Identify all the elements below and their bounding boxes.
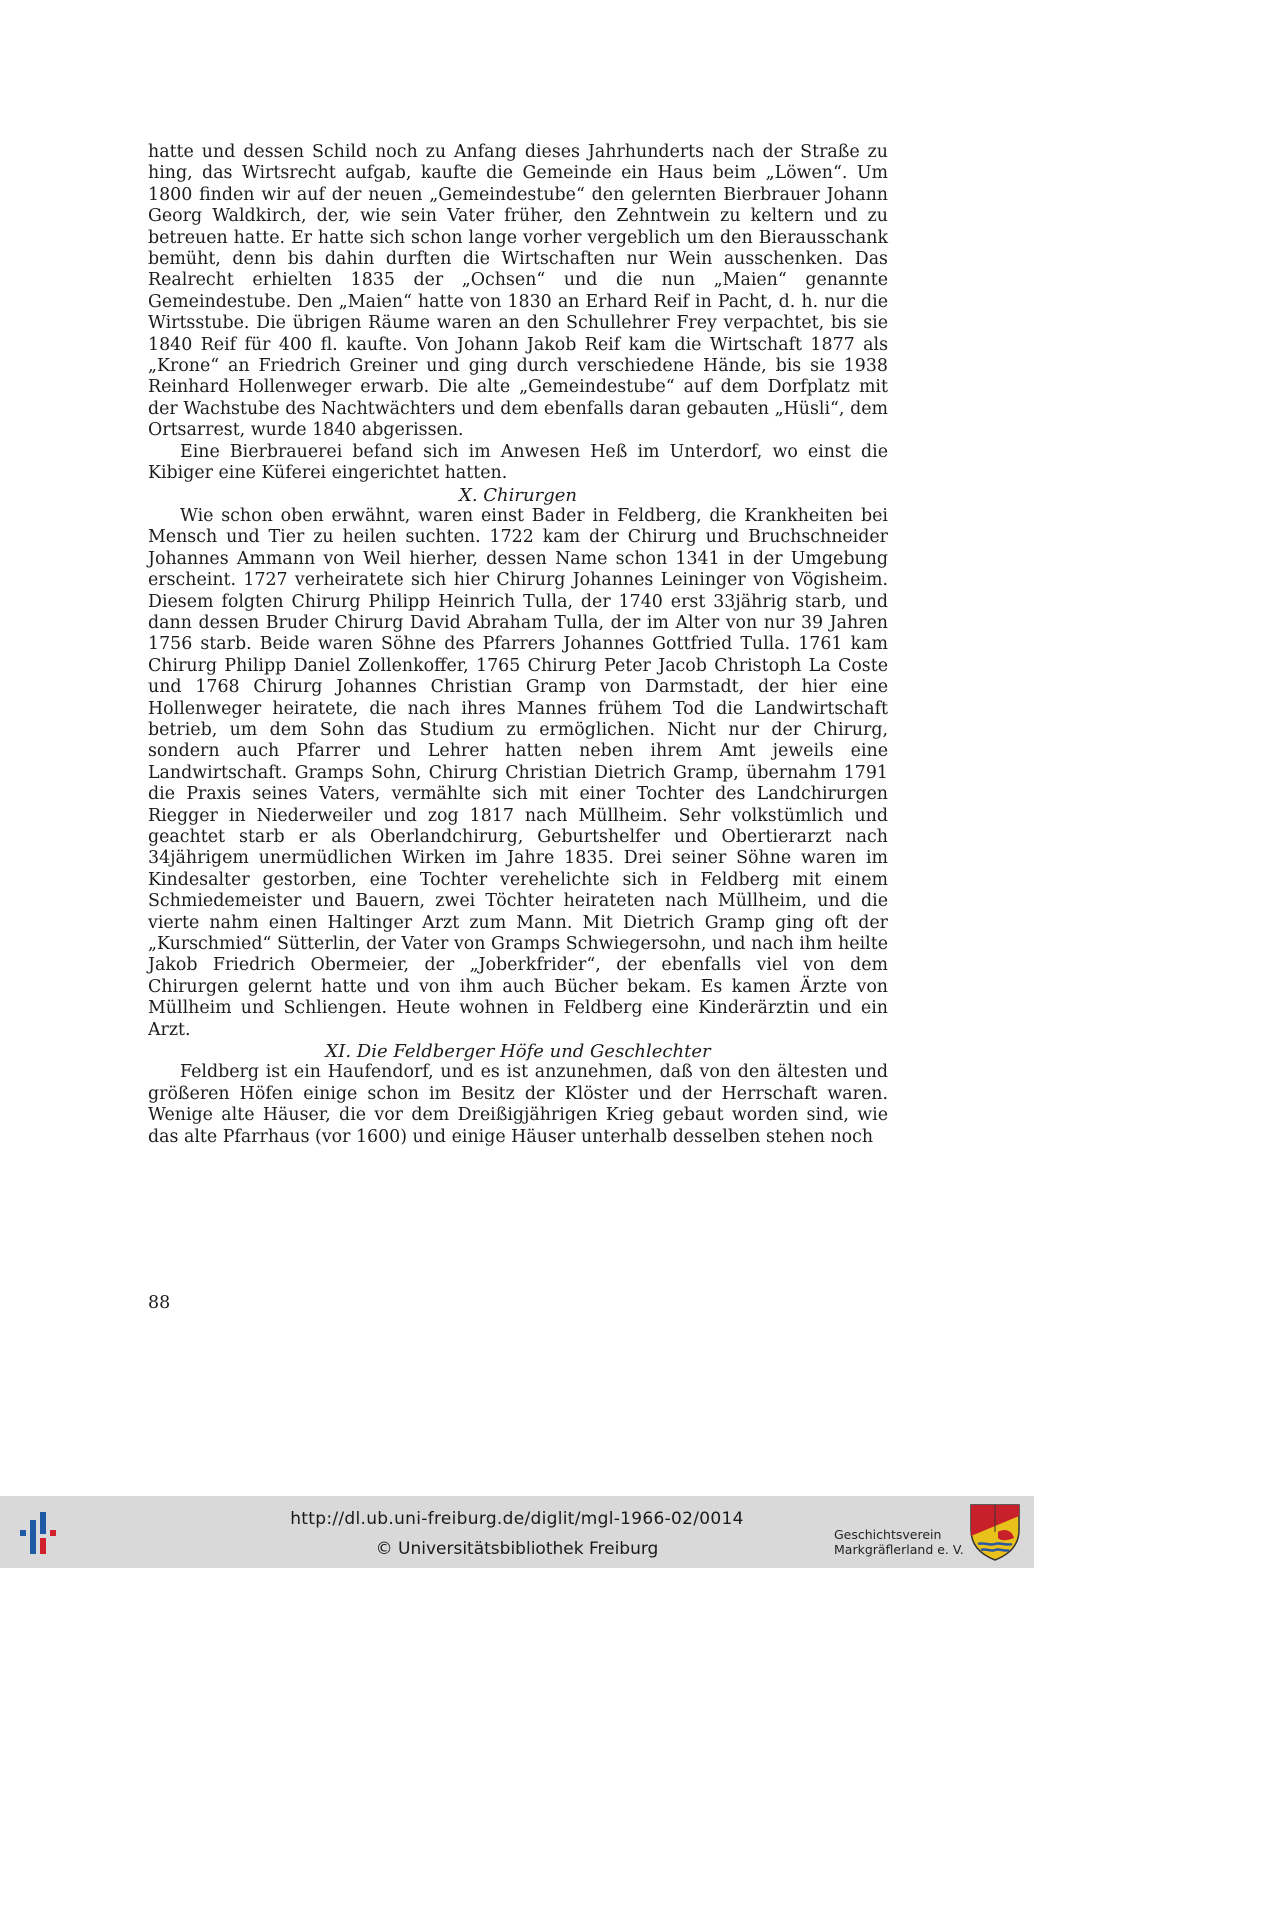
document-url-link[interactable]: http://dl.ub.uni-freiburg.de/diglit/mgl-1966-02/0014 bbox=[290, 1509, 744, 1529]
copyright-text: © Universitätsbibliothek Freiburg bbox=[375, 1539, 659, 1559]
coat-of-arms-icon bbox=[968, 1502, 1022, 1562]
society-line-1: Geschichtsverein bbox=[834, 1527, 942, 1542]
society-name bbox=[834, 1527, 964, 1557]
footer-bar bbox=[0, 1496, 1034, 1568]
section-heading-hoefe: XI. Die Feldberger Höfe und Geschlechter bbox=[325, 1041, 711, 1063]
chirurgen-paragraph: Wie schon oben erwähnt, waren einst Bader in Feldberg, die Krankheiten bei Mensch und Tier zu heilen suchten. 1722 kam der Chirurg und Bruchschneider Johannes Ammann von Weil hierher, dessen Name schon 1341 in der Umgebung erscheint. 1727 verheiratete sich hier Chirurg Johannes Leininger von Vögisheim. Diesem folgten Chirurg Philipp Heinrich Tulla, der 1740 erst 33jährig starb, und dann dessen Bruder Chirurg David Abraham Tulla, der im Alter von nur 39 Jahren 1756 starb. Beide waren Söhne des Pfarrers Johannes Gottfried Tulla. 1761 kam Chirurg Philipp Daniel Zollenkoffer, 1765 Chirurg Peter Jacob Christoph La Coste und 1768 Chirurg Johannes Christian Gramp von Darmstadt, der hier eine Hollenweger heiratete, die nach ihres Mannes frühem Tod die Landwirtschaft betrieb, um dem Sohn das Studium zu ermöglichen. Nicht nur der Chirurg, sondern auch Pfarrer und Lehrer hatten neben ihrem Amt jeweils eine Landwirtschaft. Gramps Sohn, Chirurg Christian Dietrich Gramp, übernahm 1791 die Praxis seines Vaters, vermählte sich mit einer Tochter des Landchirurgen Riegger in Niederweiler und zog 1817 nach Müllheim. Sehr volkstümlich und geachtet starb er als Oberlandchirurg, Geburtshelfer und Obertierarzt nach 34jährigem unermüdlichen Wirken im Jahre 1835. Drei seiner Söhne waren im Kindesalter gestorben, eine Tochter verehelichte sich in Feldberg mit einem Schmiedemeister und Bauern, zwei Töchter heirateten nach Müllheim, und die vierte nahm einen Haltinger Arzt zum Mann. Mit Dietrich Gramp ging oft der „Kurschmied“ Sütterlin, der Vater von Gramps Schwiegersohn, und nach ihm heilte Jakob Friedrich Obermeier, der „Joberkfrider“, der ebenfalls viel von dem Chirurgen gelernt hatte und von ihm auch Bücher bekam. Es kamen Ärzte von Müllheim und Schliengen. Heute wohnen in Feldberg eine Kinderärztin und ein Arzt. bbox=[148, 505, 888, 1040]
intro-paragraph: hatte und dessen Schild noch zu Anfang dieses Jahrhunderts nach der Straße zu hing, das Wirtsrecht aufgab, kaufte die Gemeinde ein Haus beim „Löwen“. Um 1800 finden wir auf der neuen „Gemeindestube“ den gelernten Bierbrauer Johann Georg Waldkirch, der, wie sein Vater früher, den Zehntwein zu keltern und zu betreuen hatte. Er hatte sich schon lange vorher vergeblich um den Bierausschank bemüht, denn bis dahin durften die Wirtschaften nur Wein ausschenken. Das Realrecht erhielten 1835 der „Ochsen“ und die nun „Maien“ genannte Gemeindestube. Den „Maien“ hatte von 1830 an Erhard Reif in Pacht, d. h. nur die Wirtsstube. Die übrigen Räume waren an den Schullehrer Frey verpachtet, bis sie 1840 Reif für 400 fl. kaufte. Von Johann Jakob Reif kam die Wirtschaft 1877 als „Krone“ an Friedrich Greiner und ging durch verschiedene Hände, bis sie 1938 Reinhard Hollenweger erwarb. Die alte „Gemeindestube“ auf dem Dorfplatz mit der Wachstube des Nachtwächters und dem ebenfalls daran gebauten „Hüsli“, dem Ortsarrest, wurde 1840 abgerissen. bbox=[148, 142, 888, 441]
hoefe-paragraph: Feldberg ist ein Haufendorf, und es ist anzunehmen, daß von den ältesten und größeren Höfen einige schon im Besitz der Klöster und der Herrschaft waren. Wenige alte Häuser, die vor dem Dreißigjährigen Krieg gebaut worden sind, wie das alte Pfarrhaus (vor 1600) und einige Häuser unterhalb desselben stehen noch bbox=[148, 1062, 888, 1147]
society-line-2: Markgräflerland e. V. bbox=[834, 1542, 964, 1557]
section-heading-chirurgen: X. Chirurgen bbox=[459, 484, 577, 506]
page-number: 88 bbox=[148, 1293, 171, 1313]
brewery-paragraph: Eine Bierbrauerei befand sich im Anwesen Heß im Unterdorf, wo einst die Kibiger eine Küferei eingerichtet hatten. bbox=[148, 441, 888, 484]
page-text bbox=[148, 142, 888, 1148]
